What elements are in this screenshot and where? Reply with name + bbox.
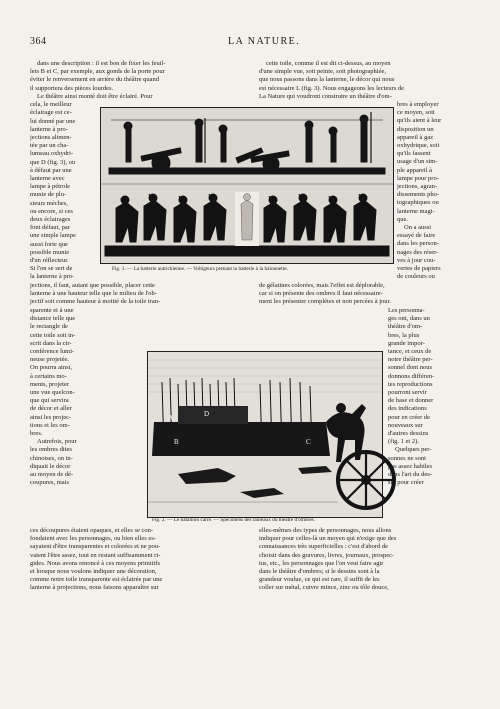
text-line: gides. Nous avons renoncé à ces moyens primitifs [30, 559, 160, 567]
text-line: au moyen de dé- [30, 471, 74, 479]
text-line: dans les person- [397, 240, 439, 248]
text-line: lampe à pétrole [30, 183, 71, 191]
text-line: car si on présente des ombres il faut nécessaire- [259, 290, 383, 298]
text-line: Autrefois, pour [37, 438, 77, 446]
text-line: bres à employer [397, 101, 439, 108]
text-line: ce moyen, soit [397, 109, 435, 117]
text-line: qu'ils fassent [397, 150, 431, 158]
text-line: vertes de papiers [397, 265, 441, 273]
col2-narrow-text [397, 101, 473, 281]
figure-1-caption: Fig. 1. — La batterie autrichienne. — Voltigeurs prenant la batterie à la baïonnette. [112, 266, 288, 272]
text-line: éviter le renversement en arrière du théâtre quand [30, 76, 160, 84]
text-line: La Nature qui voudront construire un théâtre d'om- [259, 92, 392, 100]
text-line: elles-mêmes des types de personnages, nous allons [259, 527, 392, 534]
figure-2-square-battalion [147, 351, 383, 518]
text-line: nages des réser- [397, 248, 439, 256]
text-line: Le théâtre ainsi monté doit être éclairé. Pour [37, 93, 153, 100]
text-line: de décor et aller [30, 405, 72, 413]
text-line: (fig. 1 et 2). [388, 438, 419, 446]
text-line: sin pour créer [388, 479, 424, 487]
text-line: aussi forte que [30, 240, 68, 248]
text-line: à défaut par une [30, 166, 72, 174]
text-line: jectif soit comme hauteur à moitié de la toile tran- [30, 298, 161, 306]
text-line: Quelques per- [395, 446, 432, 454]
page-number: 364 [30, 36, 47, 47]
text-line: coupures, mais [30, 479, 69, 487]
figure-2-letter-d: D [204, 410, 210, 418]
text-line: ment les présenter complètes et non percées à jour. [259, 298, 391, 306]
text-line: ges ont, dans un [388, 315, 430, 323]
text-line: de gélatines colorées, mais l'effet est déplorable, [259, 282, 385, 289]
text-line: dans l'art du des- [388, 471, 432, 479]
text-line: bres, la plus [388, 331, 420, 339]
text-line: font défaut, par [30, 224, 70, 232]
text-line: ces découpures étaient opaques, et elles se con- [30, 527, 154, 534]
text-line: oxhydrique, soit [397, 142, 440, 150]
text-line: tus, etc., les personnages que l'on veut faire agir [259, 559, 384, 567]
text-line: cette toile soit in- [30, 331, 76, 339]
text-line: diquait le décor [30, 462, 71, 470]
text-line: On pourra ainsi, [30, 364, 73, 372]
text-line: conférence lumi- [30, 348, 75, 356]
text-line: dans une description : il est bon de fixer les feuil- [37, 60, 166, 67]
text-line: sayaient d'être transparentes et colorées et ne pou- [30, 543, 161, 551]
text-line: d'une simple vue, soit peinte, soit photographiée, [259, 68, 386, 76]
text-line: cette toile, comme il est dit ci-dessus, au moyen [266, 60, 391, 67]
text-line: il supportera des pièces lourdes. [30, 84, 114, 92]
text-line: que D (fig. 3), ou [30, 158, 76, 166]
text-line: lanterne à projections, nous faisons apparaître sur [30, 584, 159, 592]
text-line: d'un réflecteur. [30, 257, 69, 265]
text-line: qu'ils aient à leur [397, 117, 442, 125]
text-line: disposition un [397, 125, 434, 133]
text-line: nouveaux sur [388, 421, 423, 429]
text-line: sieurs mèches, [30, 199, 68, 207]
text-line: tée par un cha- [30, 142, 69, 150]
text-line: d'autres dessins [388, 430, 429, 438]
text-line: donnons différen- [388, 372, 435, 380]
figure-2-letter-c: C [306, 438, 311, 446]
text-line: deux éclairages [30, 216, 71, 224]
text-line: notre théâtre per- [388, 356, 433, 364]
text-line: dissements pho- [397, 191, 440, 199]
text-line: la lanterne à pro- [30, 273, 75, 281]
text-line: ple appareil à [397, 166, 433, 174]
text-line: usage d'un sim- [397, 158, 438, 166]
text-line: chinoises, on in- [30, 454, 73, 462]
col2-bottom-text [259, 527, 474, 593]
text-line: grande impor- [388, 339, 425, 347]
col1-top-text [30, 60, 256, 93]
text-line: de couleurs ou [397, 273, 435, 281]
text-line: sparente et à une [30, 307, 74, 314]
text-line: On a aussi [404, 224, 432, 232]
text-line: Les personna- [388, 307, 425, 314]
text-line: lumeau oxhydri- [30, 150, 74, 158]
text-line: sonnel dont nous [388, 364, 433, 372]
col1-narrow-text [30, 93, 153, 282]
text-line: éclairage est ce- [30, 109, 72, 117]
text-line: dans le théâtre d'ombres; si le dessins sont à la [259, 568, 380, 576]
text-line: ves à jour cou- [397, 256, 436, 264]
text-line: théâtre d'om- [388, 323, 423, 331]
text-line: neuse projetée. [30, 356, 69, 364]
text-line: jections, agran- [397, 183, 438, 191]
figure-2-letter-a: A [168, 414, 174, 422]
text-line: scrit dans la cir- [30, 339, 72, 347]
text-line: lui donné par une [30, 117, 76, 125]
text-line: tance, et ceux de [388, 348, 432, 356]
text-line: tographiques ou [397, 199, 439, 207]
text-line: les ombres dites [30, 446, 72, 454]
col1-spanning-text [30, 282, 256, 307]
figure-2-letter-b: B [174, 438, 179, 446]
text-line: de base et donner [388, 397, 434, 405]
text-line: lampe pour pro- [397, 174, 439, 182]
text-line: coller sur métal, cuivre mince, zinc ou tôle douce, [259, 584, 389, 592]
col1-mid-text [30, 307, 96, 487]
text-line: comme notre toile transparente est éclairée par une [30, 576, 163, 584]
col1-bottom-text [30, 527, 256, 593]
text-line: lanterne magi- [397, 207, 435, 215]
text-line: lanterne avec [30, 175, 65, 183]
text-line: essayé de faire [397, 232, 436, 240]
text-line: vaient l'être assez, tout en restant suffisamment ri- [30, 551, 161, 559]
text-line: des indications [388, 405, 427, 413]
text-line: ainsi les projec- [30, 413, 72, 421]
text-line: que nous passons dans la lanterne, le décor qui nous [259, 76, 395, 84]
text-line: lanterne à pro- [30, 125, 68, 133]
text-line: pourront servir [388, 389, 427, 397]
text-line: munie de plu- [30, 191, 67, 199]
text-line: et lorsque nous voulons indiquer une décoration, [30, 568, 157, 576]
text-line: ments, projeter [30, 380, 69, 388]
text-line: lanterne à une hauteur telle que le milieu de l'ob- [30, 290, 157, 298]
text-line: choisir dans des gravures, livres, journaux, prospec- [259, 551, 395, 559]
text-line: jections, il faut, autant que possible, placer cette [30, 282, 155, 289]
text-line: tes reproductions [388, 380, 433, 388]
text-line: le rectangle de [30, 323, 68, 331]
text-line: une simple lampe [30, 232, 76, 240]
text-line: possible munie [30, 248, 70, 256]
text-line: Si l'on se sert de [30, 265, 73, 273]
figure-2-caption: Fig. 2. — Le bataillon carré. — Spécimens des tableaux du théâtre d'ombres. [152, 517, 316, 523]
figure-1-battery-scene [100, 107, 394, 264]
col2-spanning-text [259, 282, 474, 307]
text-line: que qui servira [30, 397, 69, 405]
text-line: grandeur voulue, ce qui est rare, il suffit de les [259, 576, 380, 584]
text-line: que. [397, 215, 409, 223]
col2-mid-text [388, 307, 474, 487]
journal-title: LA NATURE. [228, 36, 301, 47]
text-line: pour en créer de [388, 413, 431, 421]
text-line: est nécessaire L (fig. 3). Nous engageons les lecteurs de [259, 84, 405, 92]
text-line: fondaient avec les personnages, ou bien elles es- [30, 535, 156, 543]
text-line: à certains mo- [30, 372, 67, 380]
text-line: sonnes ne sont [388, 454, 426, 462]
text-line: pas assez habiles [388, 462, 433, 470]
text-line: appareil à gaz [397, 133, 434, 141]
text-line: une vue quelcon- [30, 389, 75, 397]
text-line: cela, le meilleur [30, 101, 72, 109]
text-line: tions et les om- [30, 421, 70, 429]
col2-top-text [259, 60, 474, 101]
text-line: jections alimen- [30, 134, 72, 142]
text-line: ou encore, si ces [30, 207, 73, 215]
text-line: bres. [30, 430, 43, 438]
text-line: connaissances très superficielles : c'est d'abord de [259, 543, 389, 551]
text-line: lets B et C, par exemple, aux gonds de la porte pour [30, 68, 165, 76]
text-line: indiquer pour celles-là un moyen qui n'exige que des [259, 535, 397, 543]
text-line: distance telle que [30, 315, 76, 323]
